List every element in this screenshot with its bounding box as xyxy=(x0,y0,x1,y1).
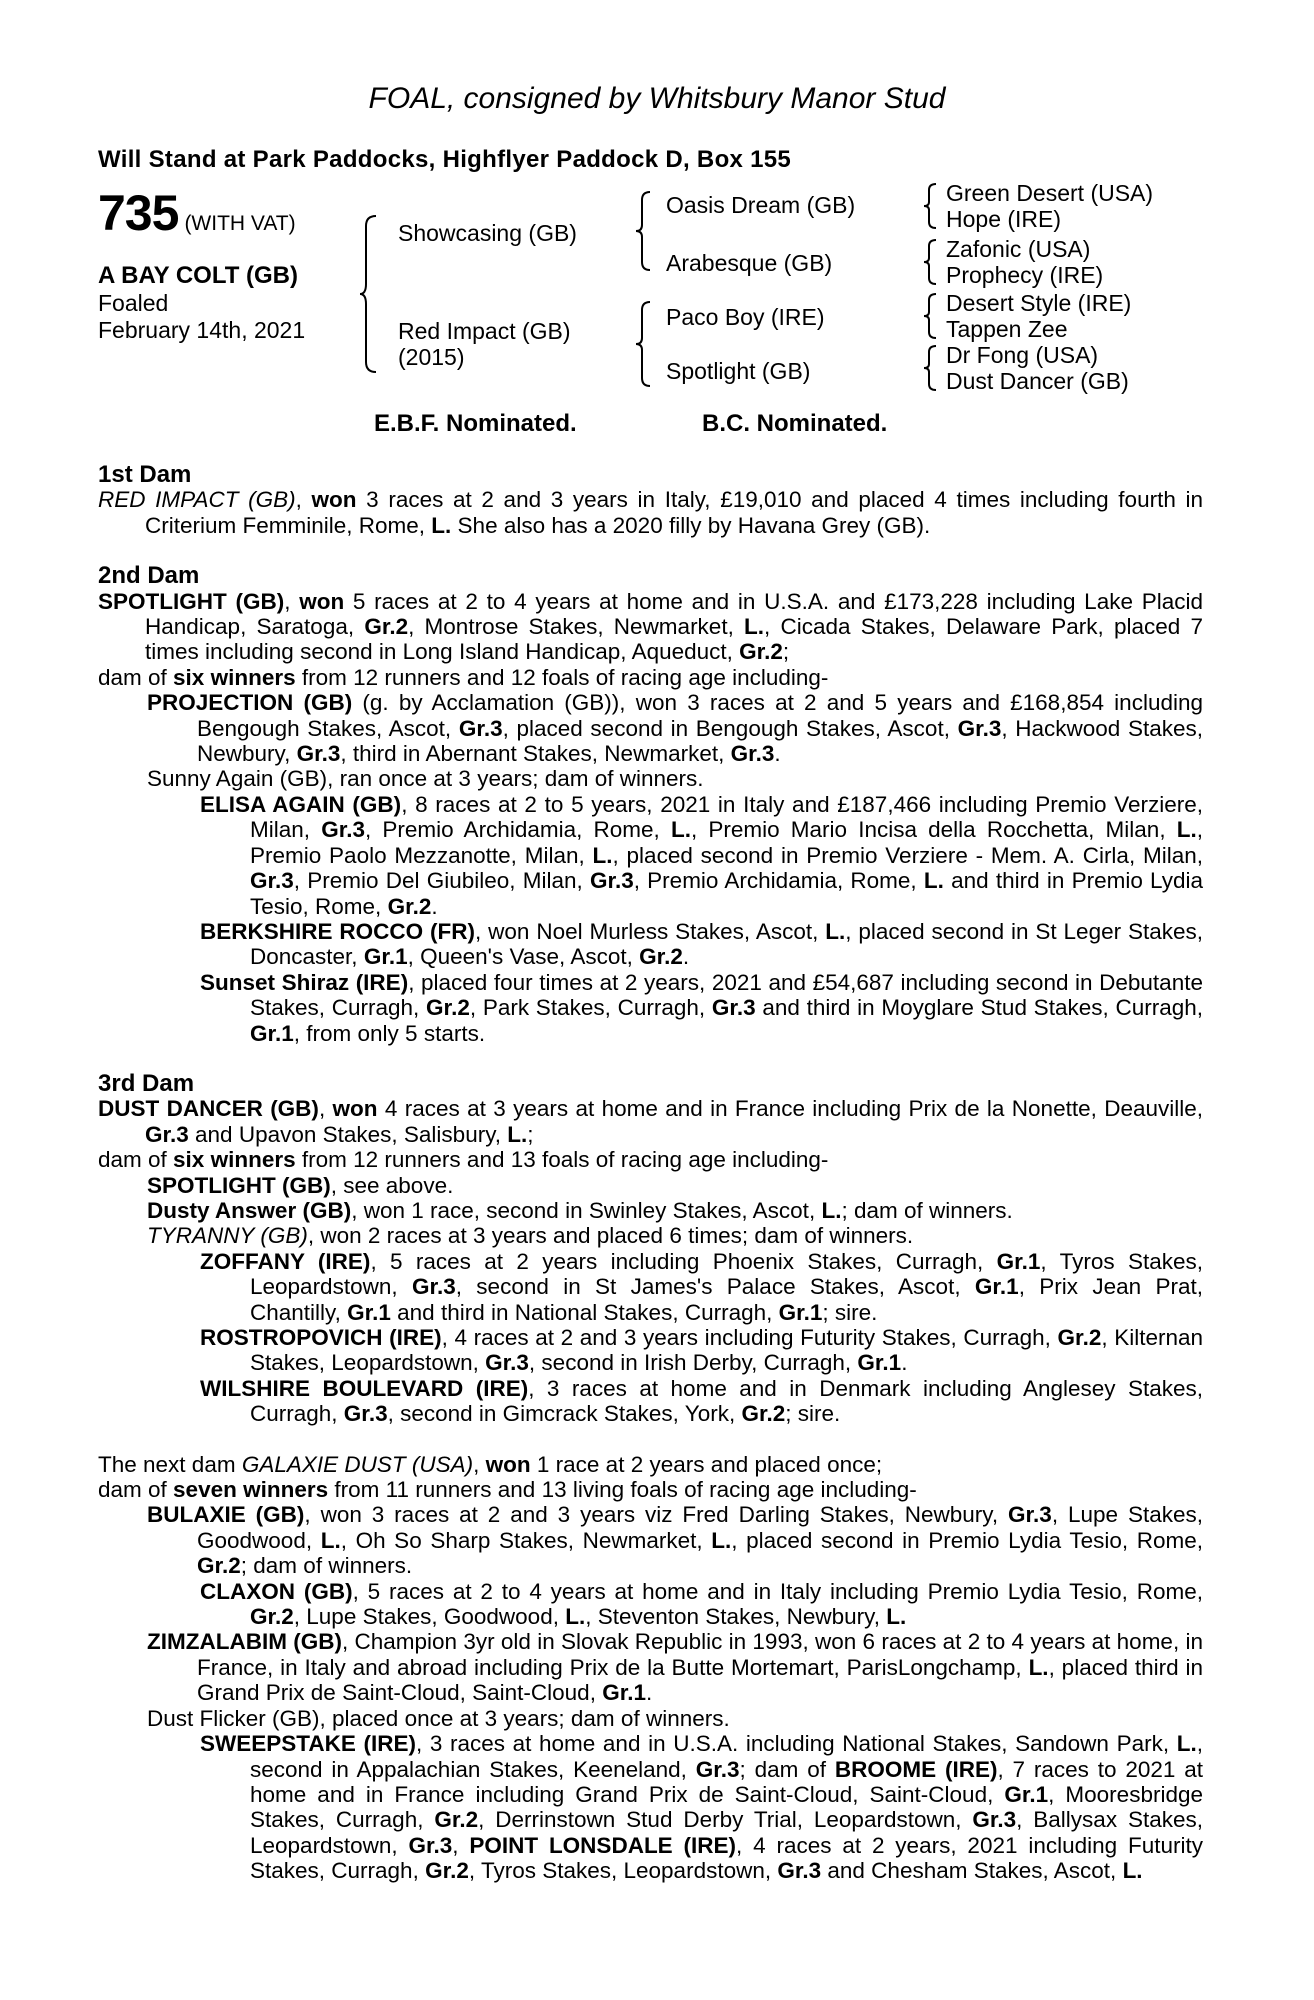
second-dam-paragraph: SPOTLIGHT (GB), won 5 races at 2 to 4 years at home and in U.S.A. and £173,228 including Lake Placid Handicap, Saratoga, Gr.2, Montrose Stakes, Newmarket, L., Cicada Stakes, Delaware Park, placed 7 times including second in Long Island Handicap, Aqueduct, Gr.2; xyxy=(98,588,1204,665)
next-dam-produce-zimzalabim: ZIMZALABIM (GB), Champion 3yr old in Slovak Republic in 1993, won 6 races at 2 to 4 years at home, in France, in Italy and abroad including Prix de la Butte Mortemart, ParisLongchamp, L., placed third in Grand Prix de Saint-Cloud, Saint-Cloud, Gr.1. xyxy=(147,1629,1203,1706)
pedigree-g6: Tappen Zee xyxy=(946,316,1068,342)
pedigree-brace-dam xyxy=(636,300,654,388)
next-dam-produce-dust-flicker: Dust Flicker (GB), placed once at 3 years; dam of winners. xyxy=(147,1705,730,1731)
pedigree-brace-g12 xyxy=(924,182,940,230)
second-dam-produce-projection: PROJECTION (GB) (g. by Acclamation (GB)), won 3 races at 2 and 5 years and £168,854 including Bengough Stakes, Ascot, Gr.3, placed second in Bengough Stakes, Ascot, Gr.3, Hackwood Stakes, Newbury, Gr.3, third in Abernant Stakes, Newmarket, Gr.3. xyxy=(147,690,1203,767)
foaled-date: February 14th, 2021 xyxy=(98,317,306,343)
pedigree-g1: Green Desert (USA) xyxy=(946,180,1154,206)
pedigree-brace-main xyxy=(360,214,380,374)
stand-location: Will Stand at Park Paddocks, Highflyer Paddock D, Box 155 xyxy=(98,146,792,173)
first-dam-heading: 1st Dam xyxy=(98,461,192,488)
foaled-label: Foaled xyxy=(98,290,169,316)
pedigree-sire-sire: Oasis Dream (GB) xyxy=(666,192,856,218)
second-dam-produce-sunny-again: Sunny Again (GB), ran once at 3 years; dam of winners. xyxy=(147,766,704,792)
bc-nomination: B.C. Nominated. xyxy=(702,410,888,437)
consignment-line: FOAL, consigned by Whitsbury Manor Stud xyxy=(368,82,946,115)
pedigree-g5: Desert Style (IRE) xyxy=(946,290,1132,316)
next-dam-paragraph: The next dam GALAXIE DUST (USA), won 1 race at 2 years and placed once; xyxy=(98,1451,883,1477)
second-dam-produce-elisa-again: ELISA AGAIN (GB), 8 races at 2 to 5 years, 2021 in Italy and £187,466 including Premio Verziere, Milan, Gr.3, Premio Archidamia, Rome, L., Premio Mario Incisa della Rocchetta, Milan, L., Premio Paolo Mezzanotte, Milan, L., placed second in Premio Verziere - Mem. A. Cirla, Milan, Gr.3, Premio Del Giubileo, Milan, Gr.3, Premio Archidamia, Rome, L. and third in Premio Lydia Tesio, Rome, Gr.2. xyxy=(200,791,1204,919)
pedigree-dam-dam: Spotlight (GB) xyxy=(666,358,811,384)
pedigree-g7: Dr Fong (USA) xyxy=(946,342,1099,368)
third-dam-produce-rostropovich: ROSTROPOVICH (IRE), 4 races at 2 and 3 years including Futurity Stakes, Curragh, Gr.2, Kilternan Stakes, Leopardstown, Gr.3, second in Irish Derby, Curragh, Gr.1. xyxy=(200,1325,1203,1376)
pedigree-brace-g78 xyxy=(924,344,940,392)
lot-label xyxy=(98,184,296,242)
pedigree-sire: Showcasing (GB) xyxy=(398,220,577,246)
third-dam-produce-zoffany: ZOFFANY (IRE), 5 races at 2 years including Phoenix Stakes, Curragh, Gr.1, Tyros Stakes, Leopardstown, Gr.3, second in St James's Palace Stakes, Ascot, Gr.1, Prix Jean Prat, Chantilly, Gr.1 and third in National Stakes, Curragh, Gr.1; sire. xyxy=(200,1248,1203,1325)
second-dam-produce-line: dam of six winners from 12 runners and 12 foals of racing age including- xyxy=(98,664,829,690)
second-dam-produce-sunset-shiraz: Sunset Shiraz (IRE), placed four times at 2 years, 2021 and £54,687 including second in Debutante Stakes, Curragh, Gr.2, Park Stakes, Curragh, Gr.3 and third in Moyglare Stud Stakes, Curragh, Gr.1, from only 5 starts. xyxy=(200,969,1203,1046)
pedigree-dam-year: (2015) xyxy=(398,344,465,370)
pedigree-brace-sire xyxy=(636,190,654,272)
next-dam-produce-bulaxie: BULAXIE (GB), won 3 races at 2 and 3 years viz Fred Darling Stakes, Newbury, Gr.3, Lupe Stakes, Goodwood, L., Oh So Sharp Stakes, Newmarket, L., placed second in Premio Lydia Tesio, Rome, Gr.2; dam of winners. xyxy=(147,1502,1203,1579)
foaled-info xyxy=(98,290,305,344)
pedigree-brace-g56 xyxy=(924,292,940,340)
ebf-nomination: E.B.F. Nominated. xyxy=(374,410,577,437)
third-dam-paragraph: DUST DANCER (GB), won 4 races at 3 years at home and in France including Prix de la Nonette, Deauville, Gr.3 and Upavon Stakes, Salisbury, L.; xyxy=(98,1096,1203,1147)
second-dam-produce-berkshire-rocco: BERKSHIRE ROCCO (FR), won Noel Murless Stakes, Ascot, L., placed second in St Leger Stakes, Doncaster, Gr.1, Queen's Vase, Ascot, Gr.2. xyxy=(200,918,1204,970)
next-dam-produce-line: dam of seven winners from 11 runners and 13 living foals of racing age including- xyxy=(98,1477,917,1503)
second-dam-heading: 2nd Dam xyxy=(98,562,200,590)
third-dam-produce-spotlight: SPOTLIGHT (GB), see above. xyxy=(147,1172,454,1198)
pedigree-sire-dam: Arabesque (GB) xyxy=(666,250,833,276)
first-dam-paragraph: RED IMPACT (GB), won 3 races at 2 and 3 years in Italy, £19,010 and placed 4 times including fourth in Criterium Femminile, Rome, L. She also has a 2020 filly by Havana Grey (GB). xyxy=(98,487,1203,538)
pedigree-g2: Hope (IRE) xyxy=(946,206,1062,232)
lot-number: 735 xyxy=(98,185,179,241)
pedigree-brace-g34 xyxy=(924,238,940,286)
next-dam-produce-sweepstake: SWEEPSTAKE (IRE), 3 races at home and in U.S.A. including National Stakes, Sandown Park, L., second in Appalachian Stakes, Keeneland, Gr.3; dam of BROOME (IRE), 7 races to 2021 at home and in France including Grand Prix de Saint-Cloud, Saint-Cloud, Gr.1, Mooresbridge Stakes, Curragh, Gr.2, Derrinstown Stud Derby Trial, Leopardstown, Gr.3, Ballysax Stakes, Leopardstown, Gr.3, POINT LONSDALE (IRE), 4 races at 2 years, 2021 including Futurity Stakes, Curragh, Gr.2, Tyros Stakes, Leopardstown, Gr.3 and Chesham Stakes, Ascot, L. xyxy=(200,1731,1204,1884)
third-dam-produce-dusty-answer: Dusty Answer (GB), won 1 race, second in Swinley Stakes, Ascot, L.; dam of winners. xyxy=(147,1197,1013,1223)
third-dam-heading: 3rd Dam xyxy=(98,1069,195,1097)
horse-title: A BAY COLT (GB) xyxy=(98,262,299,289)
pedigree-g3: Zafonic (USA) xyxy=(946,236,1091,262)
third-dam-produce-line: dam of six winners from 12 runners and 13 foals of racing age including- xyxy=(98,1147,829,1173)
third-dam-produce-tyranny: TYRANNY (GB), won 2 races at 3 years and placed 6 times; dam of winners. xyxy=(147,1223,914,1249)
vat-note: (WITH VAT) xyxy=(184,212,296,235)
pedigree-dam: Red Impact (GB) xyxy=(398,318,571,344)
next-dam-produce-claxon: CLAXON (GB), 5 races at 2 to 4 years at home and in Italy including Premio Lydia Tesio, Rome, Gr.2, Lupe Stakes, Goodwood, L., Steventon Stakes, Newbury, L. xyxy=(200,1578,1203,1630)
pedigree-g4: Prophecy (IRE) xyxy=(946,262,1104,288)
catalogue-body xyxy=(98,462,1203,1884)
pedigree-dam-sire: Paco Boy (IRE) xyxy=(666,304,825,330)
pedigree-g8: Dust Dancer (GB) xyxy=(946,368,1129,394)
third-dam-produce-wilshire-boulevard: WILSHIRE BOULEVARD (IRE), 3 races at home and in Denmark including Anglesey Stakes, Curragh, Gr.3, second in Gimcrack Stakes, York, Gr.2; sire. xyxy=(200,1375,1203,1427)
